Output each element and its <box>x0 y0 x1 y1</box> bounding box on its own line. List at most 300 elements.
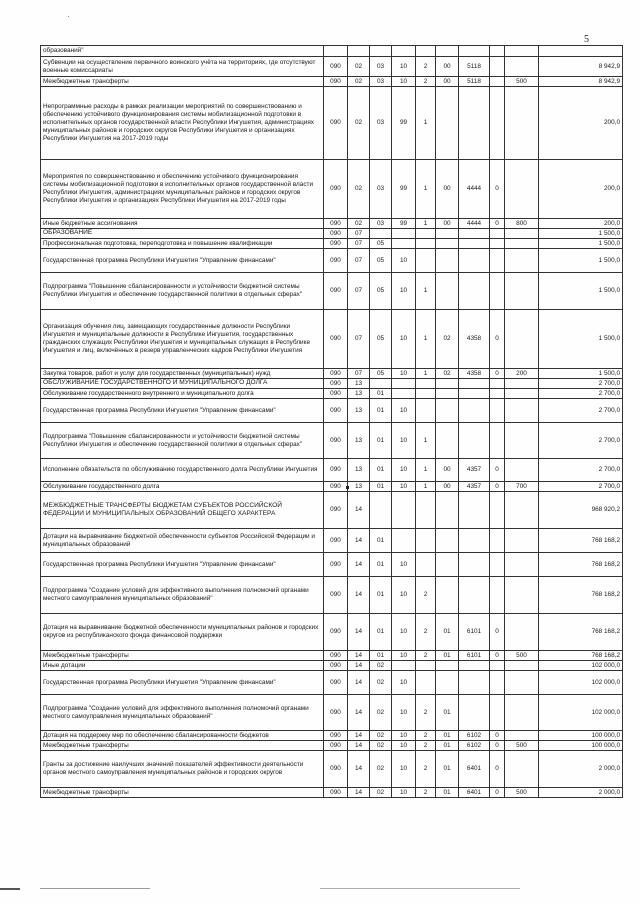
subsection-code-cell: 01 <box>370 529 392 553</box>
activity-code-cell <box>436 661 459 671</box>
activity-code-cell <box>436 239 459 249</box>
table-row <box>41 459 623 482</box>
subprogram-code-cell <box>416 249 436 273</box>
section-code-cell: 14 <box>348 651 370 661</box>
subprogram-code-cell <box>416 389 436 399</box>
subsection-code-cell <box>370 379 392 389</box>
amount-cell: 102 000,0 <box>539 671 623 695</box>
activity-code-cell: 02 <box>436 369 459 379</box>
admin-code-cell: 090 <box>324 239 348 249</box>
activity-code-cell: 00 <box>436 57 459 77</box>
activity-code-cell <box>436 46 459 57</box>
admin-code-cell: 090 <box>324 249 348 273</box>
admin-code-cell: 090 <box>324 788 348 798</box>
activity-code-cell: 02 <box>436 310 459 369</box>
activity-code-cell <box>436 399 459 423</box>
program-code-cell: 10 <box>392 788 416 798</box>
subprogram-code-cell: 1 <box>416 482 436 492</box>
admin-code-cell: 090 <box>324 751 348 788</box>
activity-code-cell <box>436 389 459 399</box>
sub-direction-code-cell <box>490 553 505 577</box>
sub-direction-code-cell <box>490 399 505 423</box>
amount-cell: 102 000,0 <box>539 695 623 731</box>
sub-direction-code-cell: 0 <box>490 614 505 651</box>
amount-cell: 2 000,0 <box>539 751 623 788</box>
expense-type-code-cell <box>505 731 539 741</box>
program-code-cell: 99 <box>392 219 416 229</box>
amount-cell: 1 500,0 <box>539 369 623 379</box>
sub-direction-code-cell <box>490 423 505 459</box>
program-code-cell: 10 <box>392 423 416 459</box>
table-row <box>41 46 623 57</box>
section-code-cell: 13 <box>348 423 370 459</box>
sub-direction-code-cell: 0 <box>490 369 505 379</box>
page-number: 5 <box>584 34 589 45</box>
amount-cell: 1 500,0 <box>539 273 623 310</box>
direction-code-cell <box>459 87 490 160</box>
admin-code-cell: 090 <box>324 229 348 239</box>
expense-type-code-cell <box>505 529 539 553</box>
expense-type-code-cell <box>505 389 539 399</box>
section-code-cell <box>348 46 370 57</box>
subprogram-code-cell <box>416 229 436 239</box>
table-row <box>41 379 623 389</box>
table-row <box>41 661 623 671</box>
admin-code-cell: 090 <box>324 661 348 671</box>
direction-code-cell <box>459 577 490 614</box>
admin-code-cell: 090 <box>324 87 348 160</box>
activity-code-cell <box>436 273 459 310</box>
budget-table <box>40 45 623 798</box>
program-code-cell: 10 <box>392 77 416 87</box>
activity-code-cell: 00 <box>436 219 459 229</box>
program-code-cell: 10 <box>392 614 416 651</box>
expense-name-cell: ОБСЛУЖИВАНИЕ ГОСУДАРСТВЕННОГО И МУНИЦИПАЛЬНОГО ДОЛГА <box>41 379 324 389</box>
admin-code-cell: 090 <box>324 614 348 651</box>
section-code-cell: 14 <box>348 492 370 529</box>
expense-type-code-cell: 200 <box>505 369 539 379</box>
expense-type-code-cell: 800 <box>505 219 539 229</box>
sub-direction-code-cell <box>490 46 505 57</box>
subsection-code-cell: 05 <box>370 310 392 369</box>
direction-code-cell <box>459 379 490 389</box>
sub-direction-code-cell: 0 <box>490 482 505 492</box>
expense-type-code-cell: 500 <box>505 651 539 661</box>
amount-cell: 2 700,0 <box>539 379 623 389</box>
subprogram-code-cell: 1 <box>416 423 436 459</box>
subprogram-code-cell: 1 <box>416 310 436 369</box>
expense-name-cell: ОБРАЗОВАНИЕ <box>41 229 324 239</box>
subprogram-code-cell: 2 <box>416 57 436 77</box>
direction-code-cell: 5118 <box>459 77 490 87</box>
program-code-cell: 10 <box>392 273 416 310</box>
activity-code-cell: 01 <box>436 741 459 751</box>
activity-code-cell <box>436 577 459 614</box>
section-code-cell: 07 <box>348 273 370 310</box>
sub-direction-code-cell <box>490 529 505 553</box>
expense-name-cell: образований" <box>41 46 324 57</box>
subprogram-code-cell: 1 <box>416 219 436 229</box>
expense-type-code-cell <box>505 273 539 310</box>
direction-code-cell: 4357 <box>459 482 490 492</box>
admin-code-cell: 090 <box>324 553 348 577</box>
expense-name-cell: Подпрограмма "Повышение сбалансированности и устойчивости бюджетной системы Республики Ингушетия и обеспечение государственной политики в отдельных сферах" <box>41 273 324 310</box>
expense-name-cell: Иные дотации <box>41 661 324 671</box>
activity-code-cell: 00 <box>436 160 459 219</box>
sub-direction-code-cell: 0 <box>490 459 505 482</box>
expense-type-code-cell <box>505 46 539 57</box>
expense-type-code-cell <box>505 87 539 160</box>
sub-direction-code-cell: 0 <box>490 741 505 751</box>
expense-name-cell: Межбюджетные трансферты <box>41 741 324 751</box>
section-code-cell: 13 <box>348 379 370 389</box>
direction-code-cell <box>459 399 490 423</box>
expense-name-cell: Мероприятия по совершенствованию и обеспечению устойчивого функционирования системы мобилизационной подготовки в исполнительных органов государственной власти Республики Ингушетия, администрациях муниципальных районов и городских округов Республики Ингушетия и организациях Республики Ингушетия на 2017-2019 годы <box>41 160 324 219</box>
subsection-code-cell: 02 <box>370 695 392 731</box>
amount-cell: 1 500,0 <box>539 249 623 273</box>
expense-name-cell: Государственная программа Республики Ингушетия "Управление финансами" <box>41 399 324 423</box>
scan-artifact <box>68 16 69 17</box>
sub-direction-code-cell <box>490 249 505 273</box>
direction-code-cell <box>459 389 490 399</box>
sub-direction-code-cell <box>490 492 505 529</box>
program-code-cell <box>392 239 416 249</box>
sub-direction-code-cell <box>490 87 505 160</box>
sub-direction-code-cell: 0 <box>490 651 505 661</box>
admin-code-cell: 090 <box>324 77 348 87</box>
amount-cell: 768 168,2 <box>539 529 623 553</box>
program-code-cell <box>392 46 416 57</box>
direction-code-cell: 6401 <box>459 788 490 798</box>
subsection-code-cell: 03 <box>370 219 392 229</box>
sub-direction-code-cell: 0 <box>490 310 505 369</box>
table-row <box>41 731 623 741</box>
subsection-code-cell: 03 <box>370 87 392 160</box>
activity-code-cell: 01 <box>436 651 459 661</box>
subsection-code-cell <box>370 492 392 529</box>
direction-code-cell <box>459 273 490 310</box>
subprogram-code-cell: 2 <box>416 788 436 798</box>
expense-type-code-cell <box>505 310 539 369</box>
table-row <box>41 239 623 249</box>
sub-direction-code-cell <box>490 57 505 77</box>
section-code-cell: 14 <box>348 788 370 798</box>
section-code-cell: 14 <box>348 731 370 741</box>
amount-cell: 968 920,2 <box>539 492 623 529</box>
admin-code-cell: 090 <box>324 459 348 482</box>
program-code-cell: 10 <box>392 57 416 77</box>
subprogram-code-cell <box>416 661 436 671</box>
direction-code-cell <box>459 553 490 577</box>
admin-code-cell <box>324 46 348 57</box>
sub-direction-code-cell: 0 <box>490 219 505 229</box>
program-code-cell: 10 <box>392 399 416 423</box>
expense-name-cell: Закупка товаров, работ и услуг для государственных (муниципальных) нужд <box>41 369 324 379</box>
direction-code-cell <box>459 529 490 553</box>
section-code-cell: 13 <box>348 482 370 492</box>
subsection-code-cell: 05 <box>370 249 392 273</box>
section-code-cell: 02 <box>348 87 370 160</box>
expense-name-cell: Гранты за достижение наилучших значений показателей эффективности деятельности органов местного самоуправления муниципальных районов и городских округов <box>41 751 324 788</box>
expense-type-code-cell <box>505 423 539 459</box>
subprogram-code-cell: 1 <box>416 87 436 160</box>
program-code-cell: 10 <box>392 249 416 273</box>
sub-direction-code-cell <box>490 239 505 249</box>
direction-code-cell: 6101 <box>459 614 490 651</box>
amount-cell: 2 700,0 <box>539 399 623 423</box>
expense-type-code-cell <box>505 160 539 219</box>
table-row <box>41 310 623 369</box>
expense-type-code-cell: 700 <box>505 482 539 492</box>
amount-cell: 102 000,0 <box>539 661 623 671</box>
table-row <box>41 273 623 310</box>
section-code-cell: 07 <box>348 310 370 369</box>
sub-direction-code-cell: 0 <box>490 160 505 219</box>
admin-code-cell: 090 <box>324 529 348 553</box>
activity-code-cell <box>436 229 459 239</box>
activity-code-cell: 01 <box>436 788 459 798</box>
subsection-code-cell: 01 <box>370 399 392 423</box>
subsection-code-cell: 01 <box>370 614 392 651</box>
amount-cell: 8 942,9 <box>539 77 623 87</box>
section-code-cell: 14 <box>348 529 370 553</box>
section-code-cell: 14 <box>348 577 370 614</box>
section-code-cell: 02 <box>348 160 370 219</box>
expense-name-cell: Субвенции на осуществление первичного воинского учёта на территориях, где отсутствуют военные комиссариаты <box>41 57 324 77</box>
expense-name-cell: Профессиональная подготовка, переподготовка и повышение квалификации <box>41 239 324 249</box>
table-row <box>41 87 623 160</box>
subsection-code-cell: 02 <box>370 741 392 751</box>
expense-name-cell: Межбюджетные трансферты <box>41 77 324 87</box>
expense-name-cell: Подпрограмма "Создание условий для эффективного выполнения полномочий органами местного самоуправления муниципальных образований" <box>41 577 324 614</box>
section-code-cell: 02 <box>348 219 370 229</box>
expense-type-code-cell <box>505 492 539 529</box>
amount-cell: 2 700,0 <box>539 389 623 399</box>
table-row <box>41 695 623 731</box>
program-code-cell <box>392 529 416 553</box>
subsection-code-cell: 01 <box>370 482 392 492</box>
scan-artifact <box>0 888 20 890</box>
sub-direction-code-cell: 0 <box>490 731 505 741</box>
program-code-cell: 10 <box>392 751 416 788</box>
section-code-cell: 14 <box>348 741 370 751</box>
subprogram-code-cell <box>416 492 436 529</box>
sub-direction-code-cell <box>490 229 505 239</box>
amount-cell: 100 000,0 <box>539 731 623 741</box>
expense-name-cell: Подпрограмма "Создание условий для эффективного выполнения полномочий органами местного самоуправления муниципальных образований" <box>41 695 324 731</box>
expense-name-cell: Дотации на выравнивание бюджетной обеспеченности субъектов Российской Федерации и муниципальных образований <box>41 529 324 553</box>
subsection-code-cell: 01 <box>370 553 392 577</box>
activity-code-cell <box>436 671 459 695</box>
admin-code-cell: 090 <box>324 731 348 741</box>
table-row <box>41 671 623 695</box>
subsection-code-cell: 05 <box>370 239 392 249</box>
activity-code-cell <box>436 492 459 529</box>
expense-type-code-cell <box>505 614 539 651</box>
sub-direction-code-cell: 0 <box>490 788 505 798</box>
admin-code-cell: 090 <box>324 671 348 695</box>
expense-type-code-cell: 500 <box>505 741 539 751</box>
scan-artifact <box>346 486 349 489</box>
direction-code-cell <box>459 229 490 239</box>
section-code-cell: 14 <box>348 553 370 577</box>
table-row <box>41 553 623 577</box>
direction-code-cell <box>459 239 490 249</box>
subprogram-code-cell: 1 <box>416 459 436 482</box>
amount-cell: 200,0 <box>539 219 623 229</box>
table-row <box>41 482 623 492</box>
program-code-cell: 10 <box>392 553 416 577</box>
activity-code-cell: 01 <box>436 614 459 651</box>
subprogram-code-cell: 1 <box>416 369 436 379</box>
expense-type-code-cell <box>505 249 539 273</box>
sub-direction-code-cell <box>490 695 505 731</box>
subprogram-code-cell: 2 <box>416 751 436 788</box>
expense-name-cell: Иные бюджетные ассигнования <box>41 219 324 229</box>
sub-direction-code-cell <box>490 273 505 310</box>
program-code-cell: 10 <box>392 459 416 482</box>
activity-code-cell: 00 <box>436 482 459 492</box>
amount-cell: 2 700,0 <box>539 423 623 459</box>
subsection-code-cell <box>370 229 392 239</box>
subprogram-code-cell: 2 <box>416 695 436 731</box>
expense-type-code-cell <box>505 671 539 695</box>
table-row <box>41 577 623 614</box>
sub-direction-code-cell <box>490 77 505 87</box>
admin-code-cell: 090 <box>324 399 348 423</box>
admin-code-cell: 090 <box>324 273 348 310</box>
activity-code-cell: 00 <box>436 77 459 87</box>
table-row <box>41 57 623 77</box>
expense-name-cell: Государственная программа Республики Ингушетия "Управление финансами" <box>41 553 324 577</box>
direction-code-cell <box>459 492 490 529</box>
subprogram-code-cell <box>416 379 436 389</box>
subsection-code-cell: 01 <box>370 651 392 661</box>
amount-cell: 1 500,0 <box>539 239 623 249</box>
subsection-code-cell: 01 <box>370 577 392 614</box>
section-code-cell: 02 <box>348 57 370 77</box>
expense-name-cell: Межбюджетные трансферты <box>41 788 324 798</box>
subsection-code-cell: 02 <box>370 671 392 695</box>
admin-code-cell: 090 <box>324 423 348 459</box>
table-row <box>41 219 623 229</box>
expense-name-cell: Обслуживание государственного долга <box>41 482 324 492</box>
expense-type-code-cell: 500 <box>505 788 539 798</box>
expense-name-cell: Подпрограмма "Повышение сбалансированности и устойчивости бюджетной системы Республики Ингушетия и обеспечение государственной политики в отдельных сферах" <box>41 423 324 459</box>
admin-code-cell: 090 <box>324 219 348 229</box>
expense-name-cell: МЕЖБЮДЖЕТНЫЕ ТРАНСФЕРТЫ БЮДЖЕТАМ СУБЪЕКТОВ РОССИЙСКОЙ ФЕДЕРАЦИИ И МУНИЦИПАЛЬНЫХ ОБРАЗОВАНИЙ ОБЩЕГО ХАРАКТЕРА <box>41 492 324 529</box>
section-code-cell: 14 <box>348 614 370 651</box>
sub-direction-code-cell <box>490 389 505 399</box>
expense-type-code-cell <box>505 229 539 239</box>
expense-type-code-cell <box>505 695 539 731</box>
activity-code-cell <box>436 553 459 577</box>
program-code-cell: 10 <box>392 671 416 695</box>
program-code-cell: 99 <box>392 160 416 219</box>
subsection-code-cell: 03 <box>370 57 392 77</box>
expense-type-code-cell <box>505 577 539 614</box>
expense-name-cell: Дотация на выравнивание бюджетной обеспеченности муниципальных районов и городских округов из республиканского фонда финансовой поддержки <box>41 614 324 651</box>
subprogram-code-cell: 1 <box>416 160 436 219</box>
program-code-cell: 10 <box>392 695 416 731</box>
amount-cell: 2 700,0 <box>539 482 623 492</box>
program-code-cell: 10 <box>392 310 416 369</box>
expense-name-cell: Обслуживание государственного внутреннего и муниципального долга <box>41 389 324 399</box>
section-code-cell: 14 <box>348 751 370 788</box>
amount-cell: 768 168,2 <box>539 651 623 661</box>
activity-code-cell: 01 <box>436 695 459 731</box>
subsection-code-cell: 02 <box>370 788 392 798</box>
sub-direction-code-cell <box>490 577 505 614</box>
table-row <box>41 529 623 553</box>
amount-cell: 768 168,2 <box>539 553 623 577</box>
subprogram-code-cell <box>416 529 436 553</box>
table-row <box>41 423 623 459</box>
direction-code-cell: 4357 <box>459 459 490 482</box>
table-row <box>41 77 623 87</box>
program-code-cell: 10 <box>392 369 416 379</box>
section-code-cell: 13 <box>348 399 370 423</box>
admin-code-cell: 090 <box>324 369 348 379</box>
section-code-cell: 07 <box>348 239 370 249</box>
table-row <box>41 160 623 219</box>
subprogram-code-cell: 2 <box>416 577 436 614</box>
section-code-cell: 02 <box>348 77 370 87</box>
admin-code-cell: 090 <box>324 57 348 77</box>
program-code-cell: 10 <box>392 482 416 492</box>
expense-name-cell: Дотация на поддержку мер по обеспечению сбалансированности бюджетов <box>41 731 324 741</box>
direction-code-cell <box>459 46 490 57</box>
subsection-code-cell <box>370 46 392 57</box>
section-code-cell: 13 <box>348 459 370 482</box>
table-row <box>41 229 623 239</box>
amount-cell: 200,0 <box>539 160 623 219</box>
sub-direction-code-cell <box>490 379 505 389</box>
table-row <box>41 614 623 651</box>
table-row <box>41 741 623 751</box>
table-row <box>41 651 623 661</box>
admin-code-cell: 090 <box>324 651 348 661</box>
direction-code-cell <box>459 661 490 671</box>
direction-code-cell: 6401 <box>459 751 490 788</box>
section-code-cell: 14 <box>348 695 370 731</box>
activity-code-cell: 00 <box>436 459 459 482</box>
expense-name-cell: Межбюджетные трансферты <box>41 651 324 661</box>
admin-code-cell: 090 <box>324 741 348 751</box>
program-code-cell <box>392 379 416 389</box>
direction-code-cell: 4444 <box>459 219 490 229</box>
program-code-cell <box>392 492 416 529</box>
activity-code-cell <box>436 379 459 389</box>
subsection-code-cell: 01 <box>370 389 392 399</box>
direction-code-cell <box>459 249 490 273</box>
subsection-code-cell: 02 <box>370 751 392 788</box>
subsection-code-cell: 02 <box>370 661 392 671</box>
subprogram-code-cell: 2 <box>416 731 436 741</box>
section-code-cell: 07 <box>348 229 370 239</box>
subprogram-code-cell <box>416 399 436 423</box>
program-code-cell: 99 <box>392 87 416 160</box>
section-code-cell: 14 <box>348 671 370 695</box>
expense-name-cell: Государственная программа Республики Ингушетия "Управление финансами" <box>41 249 324 273</box>
subsection-code-cell: 05 <box>370 369 392 379</box>
scan-artifact <box>320 888 520 889</box>
direction-code-cell: 6102 <box>459 741 490 751</box>
admin-code-cell: 090 <box>324 492 348 529</box>
direction-code-cell <box>459 671 490 695</box>
subprogram-code-cell: 1 <box>416 273 436 310</box>
subsection-code-cell: 03 <box>370 77 392 87</box>
